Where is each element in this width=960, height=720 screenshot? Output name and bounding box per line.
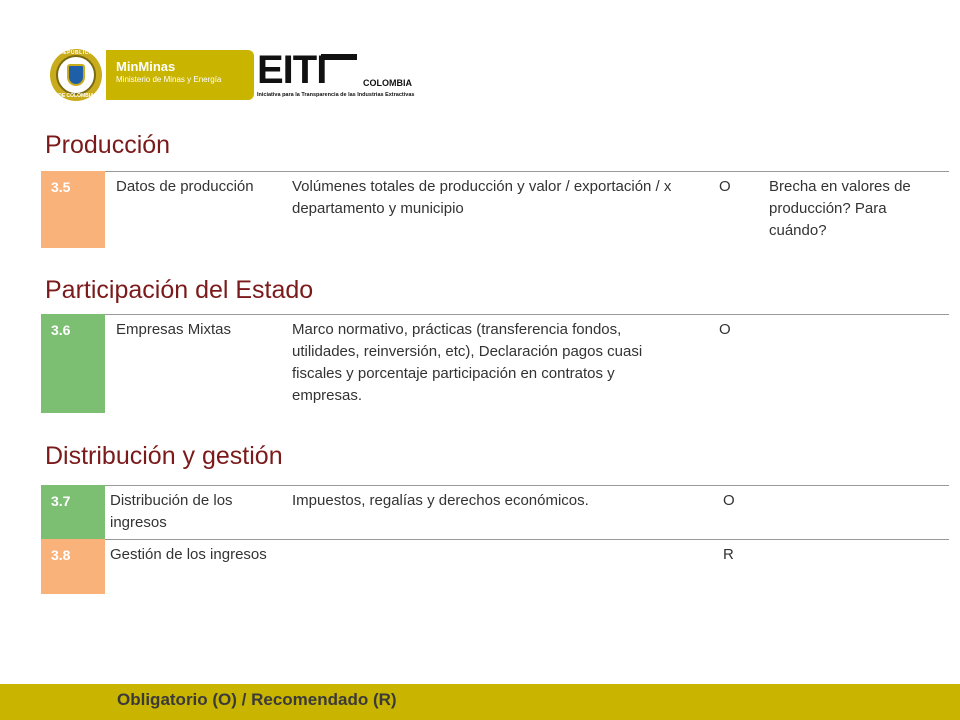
row-code: 3.5 — [41, 171, 105, 248]
footer-bar — [0, 684, 960, 720]
section-title-participacion: Participación del Estado — [45, 276, 314, 304]
row-name: Gestión de los ingresos — [110, 546, 267, 563]
row-description: Impuestos, regalías y derechos económicos. — [292, 492, 589, 509]
row-notes: Brecha en valores de producción? Para cuándo? — [769, 178, 911, 239]
minminas-logo — [50, 47, 254, 103]
eiti-logo — [257, 48, 427, 104]
section-title-produccion: Producción — [45, 131, 171, 159]
row-code: 3.7 — [41, 485, 105, 539]
row-name: Empresas Mixtas — [116, 321, 232, 338]
row-code: 3.6 — [41, 314, 105, 413]
seal-bottom-text: DE COLOMBIA — [58, 93, 94, 99]
row-status: O — [723, 492, 735, 509]
row-name: Distribución de los ingresos — [110, 492, 233, 531]
row-status: O — [719, 321, 731, 338]
section-title-distribucion: Distribución y gestión — [45, 442, 283, 470]
table-row — [41, 171, 949, 248]
table-row — [41, 485, 949, 539]
eiti-country: COLOMBIA — [363, 78, 412, 88]
seal-top-text: REPÚBLICA — [59, 50, 93, 56]
table-row — [41, 539, 949, 594]
row-description: Marco normativo, prácticas (transferencia fondos, utilidades, reinversión, etc), Declaración pagos cuasi fiscales y porcentaje participación en contratos y empresas. — [292, 321, 643, 404]
table-row — [41, 314, 949, 413]
ministry-name: MinMinas — [116, 59, 176, 74]
eiti-letters: EITI — [257, 48, 327, 92]
row-description: Volúmenes totales de producción y valor / exportación / x departamento y municipio — [292, 178, 672, 217]
row-status: O — [719, 178, 731, 195]
ministry-subtitle: Ministerio de Minas y Energía — [116, 75, 222, 84]
footer-legend: Obligatorio (O) / Recomendado (R) — [117, 690, 397, 709]
row-status: R — [723, 546, 734, 563]
colombia-seal-icon — [50, 49, 102, 101]
ministry-badge — [106, 50, 254, 100]
row-code: 3.8 — [41, 539, 105, 594]
eiti-tagline: Iniciativa para la Transparencia de las Industrias Extractivas — [257, 92, 415, 98]
row-name: Datos de producción — [116, 178, 254, 195]
eiti-logo-bar — [321, 54, 357, 60]
